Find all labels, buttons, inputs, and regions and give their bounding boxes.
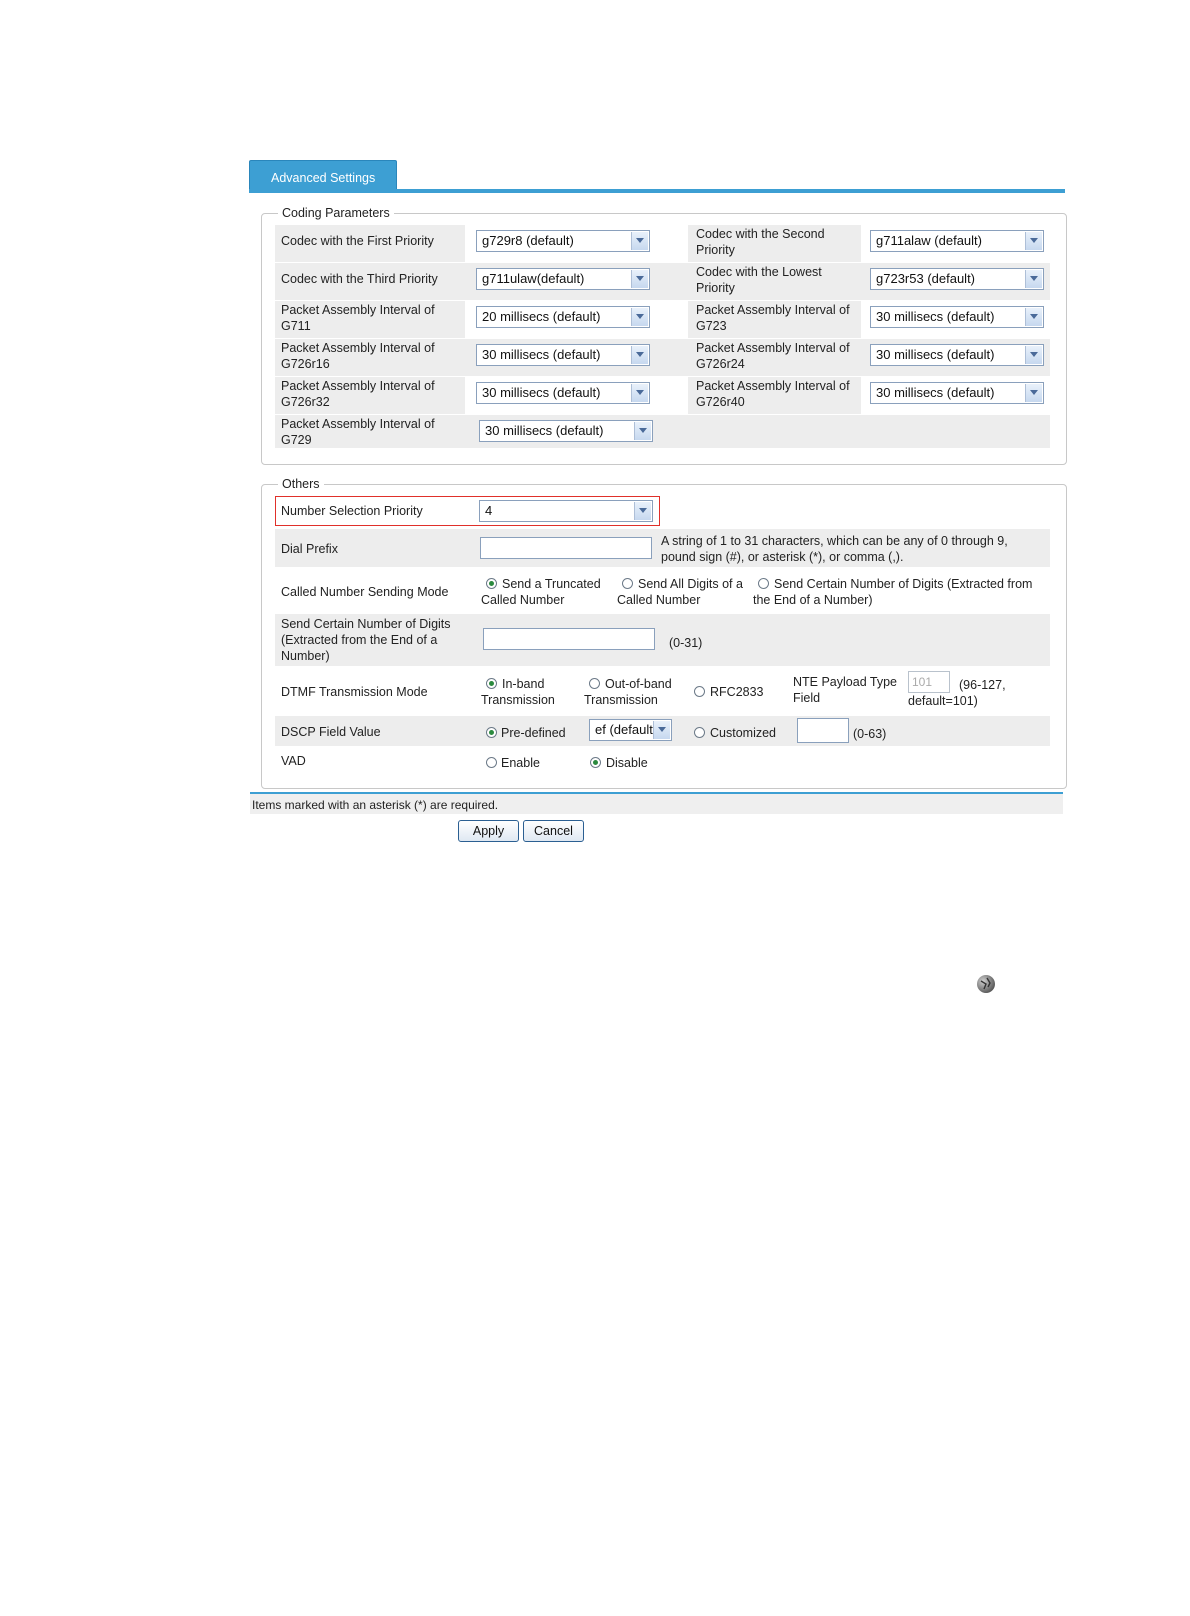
interval-g726r32-select[interactable] xyxy=(476,382,650,404)
cancel-button[interactable]: Cancel xyxy=(523,820,584,842)
dscp-customized-input[interactable] xyxy=(797,718,849,743)
interval-g711-select[interactable] xyxy=(476,306,650,328)
dscp-range: (0-63) xyxy=(853,727,887,741)
interval-g723-value: 30 millisecs (default) xyxy=(876,309,995,324)
radio-vad-disable[interactable] xyxy=(590,757,601,768)
radio-send-truncated-label: Send a Truncated Called Number xyxy=(481,577,601,607)
dial-prefix-hint: A string of 1 to 31 characters, which can be any of 0 through 9, pound sign (#), or asterisk (*), or comma (,). xyxy=(661,534,1008,564)
radio-dtmf-inband-label: In-band Transmission xyxy=(481,677,555,707)
radio-vad-disable-label: Disable xyxy=(606,756,648,770)
interval-g726r24-label: Packet Assembly Interval of G726r24 xyxy=(696,341,850,371)
interval-g729-select[interactable] xyxy=(479,420,653,442)
chevron-down-icon xyxy=(634,422,651,440)
codec-lowest-priority-value: g723r53 (default) xyxy=(876,271,976,286)
chevron-down-icon xyxy=(1025,232,1042,250)
codec-second-priority-label: Codec with the Second Priority xyxy=(696,227,825,257)
codec-second-priority-value: g711alaw (default) xyxy=(876,233,982,248)
chevron-down-icon xyxy=(1025,308,1042,326)
radio-dscp-predefined[interactable] xyxy=(486,727,497,738)
codec-third-priority-value: g711ulaw(default) xyxy=(482,271,585,286)
send-certain-input[interactable] xyxy=(483,628,655,650)
interval-g726r40-label: Packet Assembly Interval of G726r40 xyxy=(696,379,850,409)
dtmf-label: DTMF Transmission Mode xyxy=(281,685,428,699)
codec-second-priority-select[interactable] xyxy=(870,230,1044,252)
chevron-down-icon xyxy=(634,502,651,520)
number-selection-priority-select[interactable] xyxy=(479,500,653,522)
interval-g726r32-label: Packet Assembly Interval of G726r32 xyxy=(281,379,435,409)
dial-prefix-label: Dial Prefix xyxy=(281,542,338,556)
interval-g723-label: Packet Assembly Interval of G723 xyxy=(696,303,850,333)
interval-g726r40-select[interactable] xyxy=(870,382,1044,404)
interval-g729-value: 30 millisecs (default) xyxy=(485,423,604,438)
chevron-down-icon xyxy=(631,232,648,250)
radio-send-all-digits-label: Send All Digits of a Called Number xyxy=(617,577,743,607)
radio-vad-enable-label: Enable xyxy=(501,756,540,770)
others-legend: Others xyxy=(282,477,320,491)
tab-underline xyxy=(249,189,1065,193)
codec-first-priority-select[interactable] xyxy=(476,230,650,252)
codec-third-priority-select[interactable] xyxy=(476,268,650,290)
interval-g726r24-select[interactable] xyxy=(870,344,1044,366)
radio-dtmf-rfc2833[interactable] xyxy=(694,686,705,697)
interval-g723-select[interactable] xyxy=(870,306,1044,328)
dscp-predefined-select[interactable] xyxy=(589,719,672,741)
dial-prefix-input[interactable] xyxy=(480,537,652,559)
radio-dscp-customized[interactable] xyxy=(694,727,705,738)
required-note: Items marked with an asterisk (*) are required. xyxy=(252,798,499,812)
chevron-down-icon xyxy=(631,346,648,364)
chevron-down-icon xyxy=(631,270,648,288)
radio-dtmf-outofband-label: Out-of-band Transmission xyxy=(584,677,672,707)
codec-third-priority-label: Codec with the Third Priority xyxy=(281,272,438,286)
called-number-mode-label: Called Number Sending Mode xyxy=(281,585,449,599)
radio-dtmf-rfc2833-label: RFC2833 xyxy=(710,685,764,699)
codec-first-priority-label: Codec with the First Priority xyxy=(281,234,434,248)
codec-lowest-priority-label: Codec with the Lowest Priority xyxy=(696,265,822,295)
tab-advanced-settings[interactable] xyxy=(249,160,397,192)
radio-dscp-customized-label: Customized xyxy=(710,726,776,740)
chevron-down-icon xyxy=(631,384,648,402)
nte-payload-range: (96-127, default=101) xyxy=(908,678,1006,708)
interval-g726r24-value: 30 millisecs (default) xyxy=(876,347,995,362)
chevron-down-icon xyxy=(1025,346,1042,364)
send-certain-label: Send Certain Number of Digits (Extracted from the End of a Number) xyxy=(281,617,451,663)
interval-g726r32-value: 30 millisecs (default) xyxy=(482,385,601,400)
chevron-down-icon xyxy=(631,308,648,326)
chevron-down-icon xyxy=(1025,384,1042,402)
radio-dscp-predefined-label: Pre-defined xyxy=(501,726,566,740)
dscp-predefined-value: ef (default xyxy=(595,722,653,737)
vad-label: VAD xyxy=(281,754,306,768)
nte-payload-label: NTE Payload Type Field xyxy=(793,675,897,705)
nte-payload-input[interactable]: 101 xyxy=(908,671,950,693)
radio-vad-enable[interactable] xyxy=(486,757,497,768)
tab-label: Advanced Settings xyxy=(271,171,376,185)
number-selection-priority-label: Number Selection Priority xyxy=(281,504,423,518)
globe-icon xyxy=(976,974,996,994)
codec-first-priority-value: g729r8 (default) xyxy=(482,233,574,248)
chevron-down-icon xyxy=(653,721,670,739)
dscp-label: DSCP Field Value xyxy=(281,725,381,739)
interval-g726r16-select[interactable] xyxy=(476,344,650,366)
radio-send-certain-digits-label: Send Certain Number of Digits (Extracted from the End of a Number) xyxy=(753,577,1033,607)
interval-g711-label: Packet Assembly Interval of G711 xyxy=(281,303,435,333)
interval-g726r16-label: Packet Assembly Interval of G726r16 xyxy=(281,341,435,371)
chevron-down-icon xyxy=(1025,270,1042,288)
interval-g726r40-value: 30 millisecs (default) xyxy=(876,385,995,400)
number-selection-priority-value: 4 xyxy=(485,503,493,518)
codec-lowest-priority-select[interactable] xyxy=(870,268,1044,290)
send-certain-range: (0-31) xyxy=(669,636,703,650)
interval-g726r16-value: 30 millisecs (default) xyxy=(482,347,601,362)
interval-g729-label: Packet Assembly Interval of G729 xyxy=(281,417,435,447)
coding-parameters-legend: Coding Parameters xyxy=(282,206,390,220)
apply-button[interactable]: Apply xyxy=(458,820,519,842)
interval-g711-value: 20 millisecs (default) xyxy=(482,309,601,324)
